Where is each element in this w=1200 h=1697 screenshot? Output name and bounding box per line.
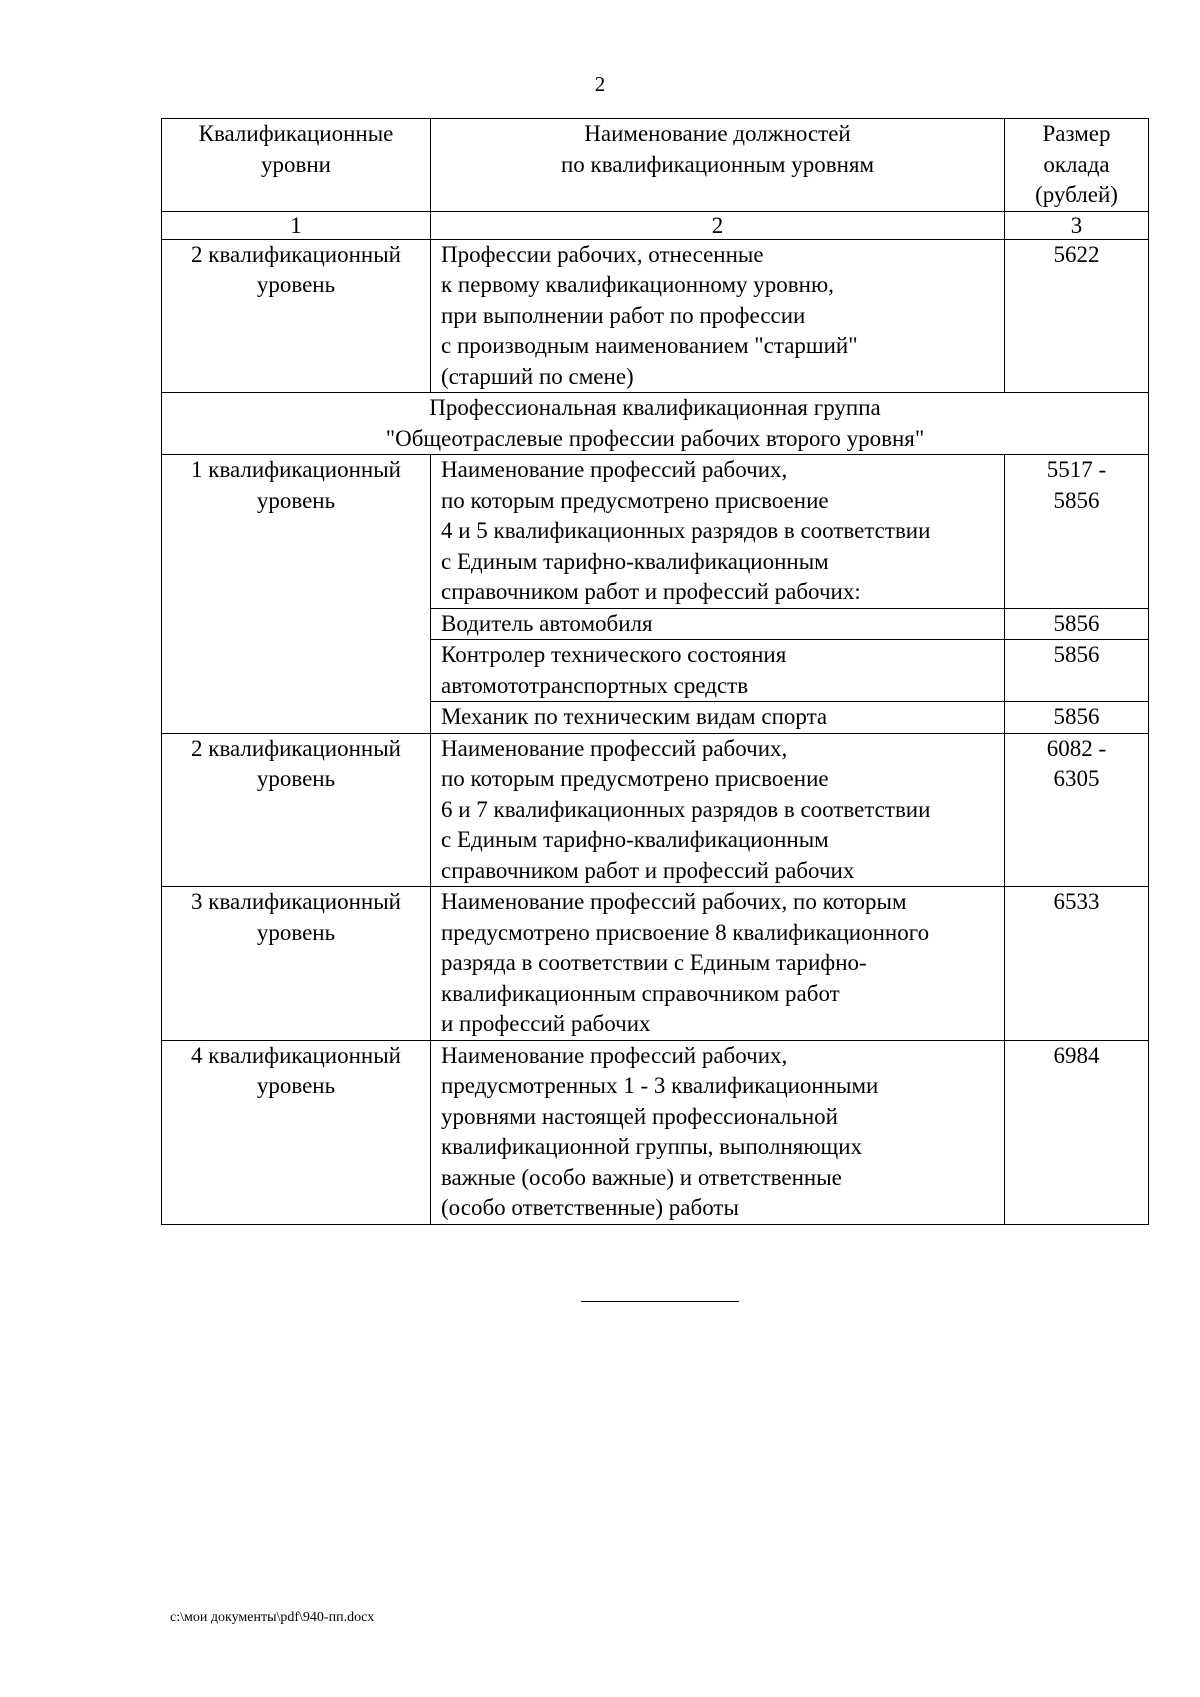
description-cell — [431, 1040, 1005, 1224]
footer-file-path: c:\мои документы\pdf\940-пп.docx — [170, 1610, 375, 1625]
level-text: 4 квалификационный — [191, 1042, 401, 1068]
description-text: квалификационной группы, выполняющих — [441, 1134, 863, 1159]
level-text: 3 квалификационный — [191, 889, 401, 914]
level-cell — [162, 239, 431, 393]
level-cell — [162, 733, 431, 887]
salary-value: 5622 — [1053, 241, 1100, 267]
level-cell — [162, 455, 431, 734]
group-title-row — [162, 393, 1149, 455]
description-text: разряда в соответствии с Единым тарифно- — [441, 950, 867, 975]
group-title-text: Профессиональная квалификационная группа — [429, 395, 881, 420]
description-cell — [431, 640, 1005, 702]
description-text: Водитель автомобиля — [441, 610, 653, 636]
description-text: с производным наименованием "старший" — [441, 333, 858, 358]
level-text: 2 квалификационный — [191, 241, 401, 267]
description-text: справочником работ и профессий рабочих: — [441, 579, 861, 604]
description-text: Механик по техническим видам спорта — [441, 704, 828, 729]
salary-value: 5856 — [1053, 487, 1100, 513]
description-text: предусмотренных 1 - 3 квалификационными — [441, 1073, 879, 1098]
header-text: Наименование должностей — [584, 121, 851, 146]
description-text: квалификационным справочником работ — [441, 980, 840, 1006]
salary-cell — [1005, 640, 1149, 702]
header-text: (рублей) — [1035, 182, 1118, 207]
table-header-row — [162, 119, 1149, 212]
description-text: Контролер технического состояния — [441, 642, 787, 667]
page-number: 2 — [594, 72, 606, 96]
column-number: 1 — [162, 211, 431, 239]
description-text: Наименование профессий рабочих, по которым — [441, 889, 907, 914]
level-text: уровень — [256, 919, 336, 945]
description-text: по которым предусмотрено присвоение — [441, 766, 829, 791]
description-text: справочником работ и профессий рабочих — [441, 857, 855, 883]
description-text: Наименование профессий рабочих, — [441, 457, 788, 482]
level-cell — [162, 1040, 431, 1224]
salary-value: 6984 — [1053, 1042, 1100, 1068]
column-number: 2 — [431, 211, 1005, 239]
salary-cell — [1005, 702, 1149, 734]
description-cell — [431, 887, 1005, 1041]
level-text: уровень — [256, 1073, 336, 1098]
salary-value: 5856 — [1053, 704, 1100, 729]
header-salary — [1005, 119, 1149, 212]
table-row — [162, 733, 1149, 887]
header-text: Размер — [1042, 121, 1111, 146]
level-cell — [162, 887, 431, 1041]
description-text: предусмотрено присвоение 8 квалификационного — [441, 919, 930, 945]
table-row — [162, 1040, 1149, 1224]
level-text: 1 квалификационный — [191, 457, 401, 482]
salary-value: 5856 — [1053, 610, 1100, 636]
header-text: уровни — [261, 151, 331, 177]
header-text: оклада — [1043, 151, 1110, 177]
description-text: 4 и 5 квалификационных разрядов в соответствии — [441, 518, 931, 543]
salary-value: 6082 - — [1046, 735, 1107, 761]
salary-cell — [1005, 733, 1149, 887]
description-text: (старший по смене) — [441, 363, 634, 389]
salary-cell — [1005, 887, 1149, 1041]
level-text: уровень — [256, 766, 336, 791]
description-text: по которым предусмотрено присвоение — [441, 487, 829, 513]
salary-value: 5856 — [1053, 642, 1100, 667]
header-levels — [162, 119, 431, 212]
description-text: к первому квалификационному уровню, — [441, 272, 834, 297]
salary-cell — [1005, 608, 1149, 640]
level-text: 2 квалификационный — [191, 735, 401, 761]
description-cell — [431, 455, 1005, 609]
group-title — [162, 393, 1149, 455]
description-text: с Единым тарифно-квалификационным — [441, 827, 829, 852]
level-text: уровень — [256, 487, 336, 513]
description-text: Профессии рабочих, отнесенные — [441, 241, 764, 267]
description-text: Наименование профессий рабочих, — [441, 1042, 788, 1068]
description-text: и профессий рабочих — [441, 1011, 651, 1036]
table-row — [162, 887, 1149, 1041]
description-cell — [431, 733, 1005, 887]
description-text: уровнями настоящей профессиональной — [441, 1103, 838, 1129]
level-text: уровень — [256, 272, 336, 297]
description-cell — [431, 608, 1005, 640]
description-text: Наименование профессий рабочих, — [441, 735, 788, 761]
salary-value: 5517 - — [1046, 457, 1107, 482]
salary-table — [161, 118, 1149, 1225]
salary-cell — [1005, 1040, 1149, 1224]
column-number: 3 — [1005, 211, 1149, 239]
header-positions — [431, 119, 1005, 212]
end-separator-line — [581, 1301, 739, 1302]
salary-cell — [1005, 239, 1149, 393]
description-cell — [431, 239, 1005, 393]
description-text: важные (особо важные) и ответственные — [441, 1164, 842, 1190]
header-text: по квалификационным уровням — [560, 151, 875, 177]
column-numbering-row — [162, 211, 1149, 239]
description-text: с Единым тарифно-квалификационным — [441, 548, 829, 574]
description-text: автомототранспортных средств — [441, 672, 749, 698]
group-title-text: "Общеотраслевые профессии рабочих второго уровня" — [385, 425, 925, 451]
table-row — [162, 455, 1149, 609]
salary-value: 6305 — [1053, 766, 1100, 791]
table-row — [162, 239, 1149, 393]
description-cell — [431, 702, 1005, 734]
description-text: при выполнении работ по профессии — [441, 302, 806, 328]
header-text: Квалификационные — [198, 121, 394, 146]
salary-value: 6533 — [1053, 889, 1100, 914]
description-text: 6 и 7 квалификационных разрядов в соответствии — [441, 796, 931, 822]
salary-cell — [1005, 455, 1149, 609]
description-text: (особо ответственные) работы — [441, 1195, 739, 1220]
